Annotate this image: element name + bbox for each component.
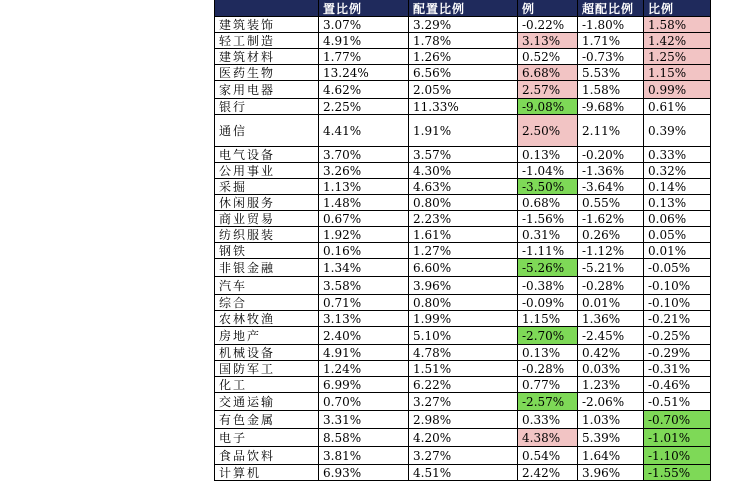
industry-name-cell: 国防军工 xyxy=(215,361,319,377)
value-col1-cell: 1.77% xyxy=(319,49,409,65)
value-col1-cell: 3.26% xyxy=(319,163,409,179)
value-col2-cell: 6.22% xyxy=(409,377,518,393)
value-col4-cell: 1.71% xyxy=(578,33,644,49)
value-col5-cell: 0.99% xyxy=(644,81,711,99)
table-row xyxy=(215,393,711,411)
value-col1-cell: 0.71% xyxy=(319,295,409,311)
value-col3-cell: 1.15% xyxy=(518,311,578,327)
value-col3-cell: -2.57% xyxy=(518,393,578,411)
value-col4-cell: 1.36% xyxy=(578,311,644,327)
table-row xyxy=(215,411,711,429)
industry-name-cell: 商业贸易 xyxy=(215,211,319,227)
table-header-row xyxy=(215,0,711,17)
value-col4-cell: 5.53% xyxy=(578,65,644,81)
value-col5-cell: 0.01% xyxy=(644,243,711,259)
value-col3-cell: -0.22% xyxy=(518,17,578,33)
table-row xyxy=(215,179,711,195)
table-row xyxy=(215,465,711,481)
value-col2-cell: 4.51% xyxy=(409,465,518,481)
industry-allocation-table xyxy=(214,0,711,481)
value-col1-cell: 1.92% xyxy=(319,227,409,243)
value-col5-cell: 1.25% xyxy=(644,49,711,65)
value-col3-cell: 6.68% xyxy=(518,65,578,81)
table-row xyxy=(215,195,711,211)
value-col3-cell: -0.28% xyxy=(518,361,578,377)
value-col5-cell: -0.05% xyxy=(644,259,711,277)
value-col4-cell: 1.03% xyxy=(578,411,644,429)
value-col5-cell: -0.21% xyxy=(644,311,711,327)
value-col2-cell: 1.99% xyxy=(409,311,518,327)
table-row xyxy=(215,447,711,465)
value-col1-cell: 6.99% xyxy=(319,377,409,393)
industry-name-cell: 交通运输 xyxy=(215,393,319,411)
table-row xyxy=(215,227,711,243)
header-industry xyxy=(215,0,319,17)
industry-name-cell: 有色金属 xyxy=(215,411,319,429)
value-col4-cell: 0.01% xyxy=(578,295,644,311)
value-col3-cell: 0.54% xyxy=(518,447,578,465)
table-row xyxy=(215,259,711,277)
value-col3-cell: -0.09% xyxy=(518,295,578,311)
value-col4-cell: -1.36% xyxy=(578,163,644,179)
value-col2-cell: 1.78% xyxy=(409,33,518,49)
value-col4-cell: 5.39% xyxy=(578,429,644,447)
value-col2-cell: 3.29% xyxy=(409,17,518,33)
value-col1-cell: 13.24% xyxy=(319,65,409,81)
value-col3-cell: 0.33% xyxy=(518,411,578,429)
value-col2-cell: 1.27% xyxy=(409,243,518,259)
industry-name-cell: 计算机 xyxy=(215,465,319,481)
value-col2-cell: 0.80% xyxy=(409,295,518,311)
header-col2: 配置比例 xyxy=(409,0,518,17)
value-col4-cell: 3.96% xyxy=(578,465,644,481)
value-col4-cell: 1.23% xyxy=(578,377,644,393)
value-col3-cell: 0.13% xyxy=(518,147,578,163)
value-col5-cell: -0.10% xyxy=(644,277,711,295)
value-col2-cell: 6.56% xyxy=(409,65,518,81)
value-col3-cell: -5.26% xyxy=(518,259,578,277)
industry-name-cell: 化工 xyxy=(215,377,319,393)
header-col4: 超配比例 xyxy=(578,0,644,17)
value-col1-cell: 4.91% xyxy=(319,345,409,361)
table-row xyxy=(215,429,711,447)
value-col2-cell: 1.26% xyxy=(409,49,518,65)
value-col1-cell: 3.13% xyxy=(319,311,409,327)
value-col2-cell: 0.80% xyxy=(409,195,518,211)
value-col4-cell: -1.12% xyxy=(578,243,644,259)
value-col5-cell: -1.55% xyxy=(644,465,711,481)
value-col5-cell: -1.01% xyxy=(644,429,711,447)
value-col1-cell: 1.13% xyxy=(319,179,409,195)
value-col5-cell: -1.10% xyxy=(644,447,711,465)
value-col4-cell: -2.45% xyxy=(578,327,644,345)
value-col1-cell: 4.91% xyxy=(319,33,409,49)
value-col4-cell: -3.64% xyxy=(578,179,644,195)
value-col3-cell: -1.56% xyxy=(518,211,578,227)
value-col2-cell: 1.51% xyxy=(409,361,518,377)
value-col2-cell: 4.78% xyxy=(409,345,518,361)
table-row xyxy=(215,345,711,361)
value-col1-cell: 4.41% xyxy=(319,115,409,147)
value-col5-cell: 0.06% xyxy=(644,211,711,227)
value-col1-cell: 1.34% xyxy=(319,259,409,277)
value-col3-cell: 2.57% xyxy=(518,81,578,99)
table-row xyxy=(215,65,711,81)
value-col1-cell: 1.48% xyxy=(319,195,409,211)
value-col5-cell: 0.05% xyxy=(644,227,711,243)
value-col5-cell: 1.42% xyxy=(644,33,711,49)
value-col3-cell: -1.04% xyxy=(518,163,578,179)
table-row xyxy=(215,377,711,393)
value-col2-cell: 5.10% xyxy=(409,327,518,345)
table-row xyxy=(215,311,711,327)
industry-name-cell: 纺织服装 xyxy=(215,227,319,243)
value-col5-cell: 0.32% xyxy=(644,163,711,179)
table-row xyxy=(215,17,711,33)
value-col1-cell: 6.93% xyxy=(319,465,409,481)
value-col1-cell: 3.81% xyxy=(319,447,409,465)
value-col1-cell: 3.58% xyxy=(319,277,409,295)
value-col2-cell: 4.20% xyxy=(409,429,518,447)
value-col1-cell: 1.24% xyxy=(319,361,409,377)
industry-name-cell: 通信 xyxy=(215,115,319,147)
table-row xyxy=(215,163,711,179)
industry-name-cell: 钢铁 xyxy=(215,243,319,259)
value-col4-cell: -0.20% xyxy=(578,147,644,163)
header-col5: 比例 xyxy=(644,0,711,17)
value-col2-cell: 6.60% xyxy=(409,259,518,277)
value-col4-cell: -0.73% xyxy=(578,49,644,65)
value-col5-cell: 0.39% xyxy=(644,115,711,147)
value-col5-cell: 0.33% xyxy=(644,147,711,163)
value-col2-cell: 11.33% xyxy=(409,99,518,115)
table-row xyxy=(215,99,711,115)
value-col5-cell: 0.61% xyxy=(644,99,711,115)
value-col4-cell: 0.03% xyxy=(578,361,644,377)
value-col3-cell: 0.31% xyxy=(518,227,578,243)
value-col2-cell: 2.23% xyxy=(409,211,518,227)
value-col2-cell: 1.61% xyxy=(409,227,518,243)
value-col5-cell: -0.51% xyxy=(644,393,711,411)
value-col5-cell: -0.25% xyxy=(644,327,711,345)
industry-name-cell: 银行 xyxy=(215,99,319,115)
industry-name-cell: 公用事业 xyxy=(215,163,319,179)
value-col5-cell: -0.70% xyxy=(644,411,711,429)
industry-name-cell: 食品饮料 xyxy=(215,447,319,465)
table-row xyxy=(215,33,711,49)
value-col1-cell: 3.31% xyxy=(319,411,409,429)
value-col1-cell: 0.67% xyxy=(319,211,409,227)
value-col3-cell: 0.68% xyxy=(518,195,578,211)
value-col1-cell: 2.25% xyxy=(319,99,409,115)
value-col4-cell: 0.26% xyxy=(578,227,644,243)
value-col3-cell: 0.13% xyxy=(518,345,578,361)
value-col1-cell: 3.07% xyxy=(319,17,409,33)
value-col4-cell: 1.58% xyxy=(578,81,644,99)
industry-name-cell: 电气设备 xyxy=(215,147,319,163)
table-row xyxy=(215,327,711,345)
industry-name-cell: 综合 xyxy=(215,295,319,311)
value-col4-cell: -1.80% xyxy=(578,17,644,33)
value-col2-cell: 3.96% xyxy=(409,277,518,295)
industry-name-cell: 轻工制造 xyxy=(215,33,319,49)
table-row xyxy=(215,277,711,295)
header-col1: 置比例 xyxy=(319,0,409,17)
value-col3-cell: 4.38% xyxy=(518,429,578,447)
value-col3-cell: 2.42% xyxy=(518,465,578,481)
industry-name-cell: 建筑装饰 xyxy=(215,17,319,33)
value-col3-cell: -9.08% xyxy=(518,99,578,115)
value-col4-cell: -0.28% xyxy=(578,277,644,295)
table-row xyxy=(215,211,711,227)
value-col3-cell: 3.13% xyxy=(518,33,578,49)
industry-name-cell: 建筑材料 xyxy=(215,49,319,65)
value-col3-cell: -0.38% xyxy=(518,277,578,295)
value-col2-cell: 3.27% xyxy=(409,447,518,465)
industry-name-cell: 电子 xyxy=(215,429,319,447)
value-col5-cell: -0.46% xyxy=(644,377,711,393)
value-col5-cell: 0.14% xyxy=(644,179,711,195)
value-col5-cell: 1.58% xyxy=(644,17,711,33)
table-row xyxy=(215,147,711,163)
value-col5-cell: -0.10% xyxy=(644,295,711,311)
value-col3-cell: 0.52% xyxy=(518,49,578,65)
value-col2-cell: 1.91% xyxy=(409,115,518,147)
industry-name-cell: 家用电器 xyxy=(215,81,319,99)
value-col5-cell: 1.15% xyxy=(644,65,711,81)
table-row xyxy=(215,81,711,99)
value-col2-cell: 2.98% xyxy=(409,411,518,429)
value-col4-cell: 2.11% xyxy=(578,115,644,147)
industry-name-cell: 房地产 xyxy=(215,327,319,345)
industry-name-cell: 机械设备 xyxy=(215,345,319,361)
table-row xyxy=(215,361,711,377)
value-col3-cell: -1.11% xyxy=(518,243,578,259)
value-col4-cell: -2.06% xyxy=(578,393,644,411)
value-col5-cell: -0.31% xyxy=(644,361,711,377)
header-col3: 例 xyxy=(518,0,578,17)
value-col3-cell: 0.77% xyxy=(518,377,578,393)
value-col1-cell: 3.70% xyxy=(319,147,409,163)
value-col4-cell: 0.55% xyxy=(578,195,644,211)
value-col4-cell: -5.21% xyxy=(578,259,644,277)
table-row xyxy=(215,243,711,259)
value-col2-cell: 4.30% xyxy=(409,163,518,179)
value-col1-cell: 0.70% xyxy=(319,393,409,411)
value-col1-cell: 2.40% xyxy=(319,327,409,345)
table-row xyxy=(215,49,711,65)
value-col4-cell: 1.64% xyxy=(578,447,644,465)
value-col2-cell: 2.05% xyxy=(409,81,518,99)
value-col2-cell: 4.63% xyxy=(409,179,518,195)
value-col2-cell: 3.27% xyxy=(409,393,518,411)
value-col5-cell: -0.29% xyxy=(644,345,711,361)
value-col3-cell: -3.50% xyxy=(518,179,578,195)
value-col4-cell: -9.68% xyxy=(578,99,644,115)
value-col4-cell: 0.42% xyxy=(578,345,644,361)
industry-name-cell: 非银金融 xyxy=(215,259,319,277)
value-col3-cell: 2.50% xyxy=(518,115,578,147)
value-col1-cell: 8.58% xyxy=(319,429,409,447)
table-row xyxy=(215,295,711,311)
value-col2-cell: 3.57% xyxy=(409,147,518,163)
value-col1-cell: 0.16% xyxy=(319,243,409,259)
value-col3-cell: -2.70% xyxy=(518,327,578,345)
industry-name-cell: 采掘 xyxy=(215,179,319,195)
value-col5-cell: 0.13% xyxy=(644,195,711,211)
table-row xyxy=(215,115,711,147)
value-col1-cell: 4.62% xyxy=(319,81,409,99)
industry-name-cell: 休闲服务 xyxy=(215,195,319,211)
industry-name-cell: 医药生物 xyxy=(215,65,319,81)
industry-name-cell: 农林牧渔 xyxy=(215,311,319,327)
value-col4-cell: -1.62% xyxy=(578,211,644,227)
industry-name-cell: 汽车 xyxy=(215,277,319,295)
